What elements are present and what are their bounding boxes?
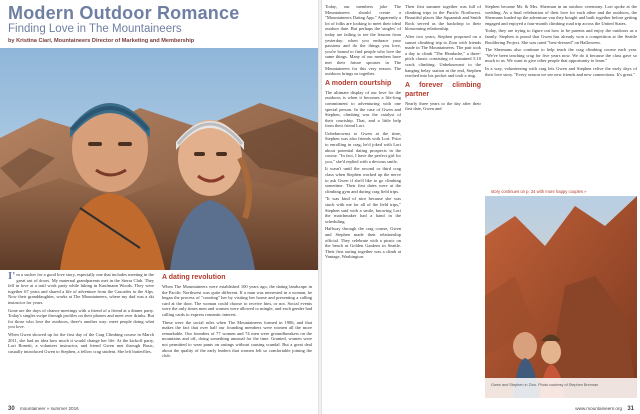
left-column-2 [162, 272, 312, 398]
right-column-3 [485, 4, 637, 189]
paragraph: "It was kind of nice because she was stuck with me for all of the field trips," Stephen said with a smile, knowing Lori the matchmaker had a hand in the scheduling. [325, 196, 401, 224]
paragraph: Their first summer together was full of climbing trips in the Pacific Northwest. Beautiful places like Squamish and Smith Rock served as the backdrop to their blossoming relationship. [405, 4, 481, 32]
paragraph: The ultimate display of our love for the outdoors is when it becomes a life-long commitment to adventuring with one special person. In the case of Gwen and Stephen, climbing was the catalyst of their courtship. That, and a little help from their friend Lori. [325, 89, 401, 129]
couple-photo-illustration [0, 48, 319, 270]
section-heading: A dating revolution [162, 274, 226, 281]
section-heading: A modern courtship [325, 79, 392, 87]
article-title: Modern Outdoor Romance [8, 3, 240, 23]
paragraph: When The Mountaineers were established 100 years ago, the dating landscape in the Pacific Northwest was quite different. If a man was interested in a woman, he began the process of "courting" her by visiting her house and presenting a calling card at the door. The woman could choose to receive him, or not. Social events were the only times men and women were allowed to mingle, and each gender had calling cards to express romantic interest. [162, 284, 312, 317]
story-continues-note: story continues on p. 34 with more happy couples » [491, 189, 587, 194]
paragraph: It wasn't until the second or third crag class when Stephen worked up the nerve to ask Gwen if she'd like to go climbing sometime. Their first dates were at the climbing gym and during crag field trips. [325, 166, 401, 194]
paragraph: These were the social rules when The Mountaineers formed in 1906, and that makes the fact that over half our founding members were women all the more remarkable. Our founders of 77 women and 74 men were groundbreakers on the mountains and off, doing something unusual for the time. Granted, women were not permitted to wear pants on outings without causing scandal. But a great deal about the quality of the early leaders that women felt so comfortable joining the club. [162, 319, 312, 359]
paragraph: Unbeknownst to Gwen at the time, Stephen was also friends with Lori. Prior to enrolling in crag, he'd joked with Lori about potential dating prospects in the course. "In fact, I have the perfect girl for you," she'd replied with a devious smile. [325, 130, 401, 164]
left-column-1 [8, 272, 154, 398]
right-column-2 [405, 4, 481, 398]
left-folio [8, 406, 79, 412]
paragraph: After two years, Stephen proposed on a sunset climbing trip to Zion with friends made in The Mountaineers. The pair took a day to climb "The Headache," a three-pitch classic consisting of sustained 5.10 crack climbing. Unbeknownst to the hanging belay station at the end, Stephen reached into his pocket and took a ring. [405, 33, 481, 79]
page-number: 30 [8, 406, 15, 412]
zion-photo [485, 196, 637, 398]
byline: by Kristina Ciari, Mountaineers Director of Marketing and Membership [8, 38, 195, 44]
paragraph: Today, they are trying to figure out how to be parents and enjoy the outdoors as a family. Stephen is proud that Gwen has already won a competition at the Seattle Bouldering Project. She was rated "best-dressed" on Halloween. [485, 28, 637, 45]
title-block [0, 0, 319, 48]
paragraph: Halfway through the crag course, Gwen and Stephen made their relationship official. They celebrate with a picnic on the beach at Golden Gardens in Seattle. Their first outing together was a climb at Vantage, Washington. [325, 226, 401, 260]
paragraph: Nearly three years to the day after their first date, Gwen and [405, 100, 481, 112]
section-heading: A forever climbing partner [405, 81, 481, 98]
issue-label: mountaineer » summer 2016 [19, 406, 79, 411]
paragraph: I'm a sucker for a good love story, especially one that includes meeting in the great out of doors. My maternal grandparents met in the Sierra Club. They fell in love at a trail work party while hiking in Kaufmann Woods. They were together 67 years and shared a life of adventure from the Cascades to the Alps. Now their granddaughter, works at The Mountaineers, where my dad was a ski instructor for years. [8, 272, 154, 305]
paragraph: Today, our members joke The Mountaineers should create a "Mountaineers Dating App." Apparently a lot of folks are looking to meet their ideal outdoor date. But perhaps the 'singles' of today are failing to see the lessons from yesterday: when you embrace your passions and do the things you love, you're bound to find people who love the same things. Many of our members have met their future spouses in The Mountaineers for this very reason. The outdoors brings us together. [325, 4, 401, 77]
article-subtitle: Finding Love in The Mountaineers [8, 23, 182, 35]
left-page [0, 0, 319, 414]
page-number: 31 [627, 406, 634, 412]
photo-caption: Gwen and Stephen in Zion. Photo courtesy of Stephen Brennan [491, 383, 599, 387]
paragraph: Gone are the days of chance meetings with a friend of a friend at a dinner party. Today's singles swipe through profiles on their phones and meet over drinks. But for those who love the outdoors, there's another way: meet people doing what you love. [8, 307, 154, 330]
right-page [321, 0, 640, 414]
paragraph: In a way, volunteering with crag lets Gwen and Stephen relive the early days of their love story. "Every season we see new friends and new connections. It's great." [485, 65, 637, 77]
paragraph: Stephen became Mr. & Mrs. Sherman in an outdoor ceremony. Lori spoke at the wedding. As a final celebration of their love for each other and the outdoors, the Shermans loaded up the adventure van they bought and built together before getting engaged and enjoyed a four-month climbing road trip across the United States. [485, 4, 637, 26]
right-folio [575, 406, 634, 412]
paragraph: The Shermans also continue to help teach the crag climbing course each year. "We've been teaching crag for five years now. We do it because the class gave so much to us. We want to give other people that opportunity to learn." [485, 47, 637, 64]
website-url: www.mountaineers.org [575, 406, 623, 411]
right-column-1 [325, 4, 401, 398]
zion-photo-illustration [485, 196, 637, 398]
couple-photo [0, 48, 319, 270]
paragraph: When Gwen showed up for the first day of the Crag Climbing course in March 2011, she had no idea how much it would change her life. At the kickoff party, Lori Bonetti, a volunteer instructor, and friend Gwen met through Basic, casually introduced Gwen to Stephen, a fellow crag student. She left butterflies. [8, 331, 154, 354]
